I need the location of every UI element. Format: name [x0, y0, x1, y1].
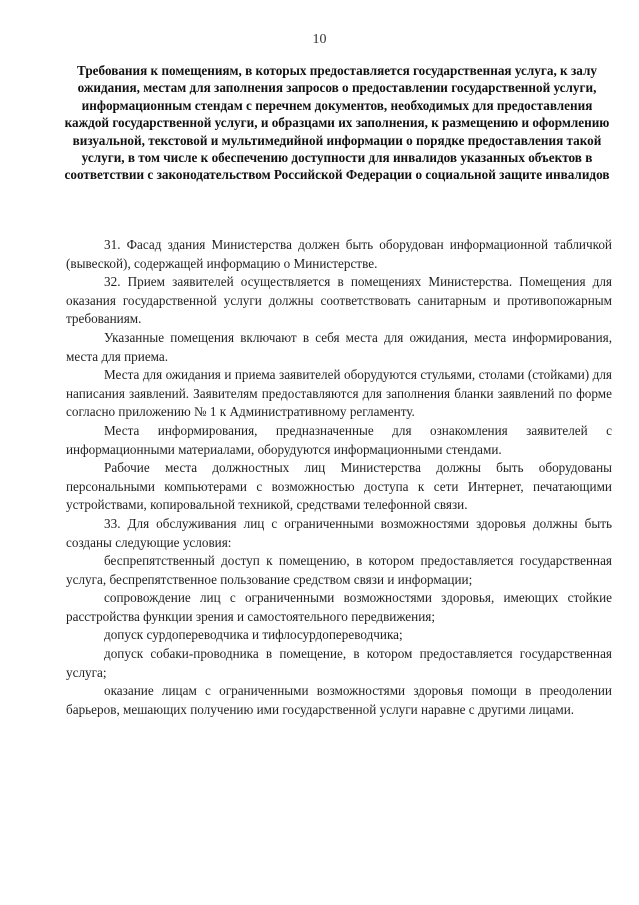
- paragraph-31: 31. Фасад здания Министерства должен быть оборудован информационной табличкой (вывеской), содержащей информацию о Министерстве.: [66, 237, 612, 271]
- paragraph: Места для ожидания и приема заявителей оборудуются стульями, столами (стойками) для написания заявлений. Заявителям предоставляются для заполнения бланки заявлений по форме согласно приложению № 1 к Административному регламенту.: [66, 367, 612, 420]
- list-item: беспрепятственный доступ к помещению, в котором предоставляется государственная услуга, беспрепятственное пользование средством связи и информации;: [66, 553, 612, 587]
- paragraph-33: 33. Для обслуживания лиц с ограниченными возможностями здоровья должны быть созданы следующие условия:: [66, 515, 612, 550]
- list-item: допуск сурдопереводчика и тифлосурдопереводчика;: [104, 627, 403, 643]
- paragraph: Места информирования, предназначенные для ознакомления заявителей с информационными материалами, оборудуются информационными стендами.: [66, 422, 612, 457]
- body-text: [66, 236, 612, 719]
- paragraph: Указанные помещения включают в себя места для ожидания, места информирования, места для приема.: [66, 329, 612, 364]
- page-number: 10: [312, 32, 327, 47]
- paragraph-32: 32. Прием заявителей осуществляется в помещениях Министерства. Помещения для оказания государственной услуги должны соответствовать санитарным и противопожарным требованиям.: [66, 274, 612, 327]
- list-item: оказание лицам с ограниченными возможностями здоровья помощи в преодолении барьеров, мешающих получению ими государственной услуги наравне с другими лицами.: [66, 683, 612, 717]
- list-item: допуск собаки-проводника в помещение, в котором предоставляется государственная услуга;: [66, 646, 612, 680]
- list-item: сопровождение лиц с ограниченными возможностями здоровья, имеющих стойкие расстройства функции зрения и самостоятельного передвижения;: [66, 590, 612, 624]
- section-heading: Требования к помещениям, в которых предоставляется государственная услуга, к залу ожидания, местам для заполнения запросов о предоставлении государственной услуги, информационным стендам с перечнем документов, необходимых для предоставления каждой государственной услуги, и образцами их заполнения, к размещению и оформлению визуальной, текстовой и мультимедийной информации о порядке предоставления такой услуги, в том числе к обеспечению доступности для инвалидов указанных объектов в соответствии с законодательством Российской Федерации о социальной защите инвалидов: [64, 63, 610, 183]
- paragraph: Рабочие места должностных лиц Министерства должны быть оборудованы персональными компьютерами с возможностью доступа к сети Интернет, печатающими устройствами, копировальной техникой, средствами телефонной связи.: [66, 460, 612, 513]
